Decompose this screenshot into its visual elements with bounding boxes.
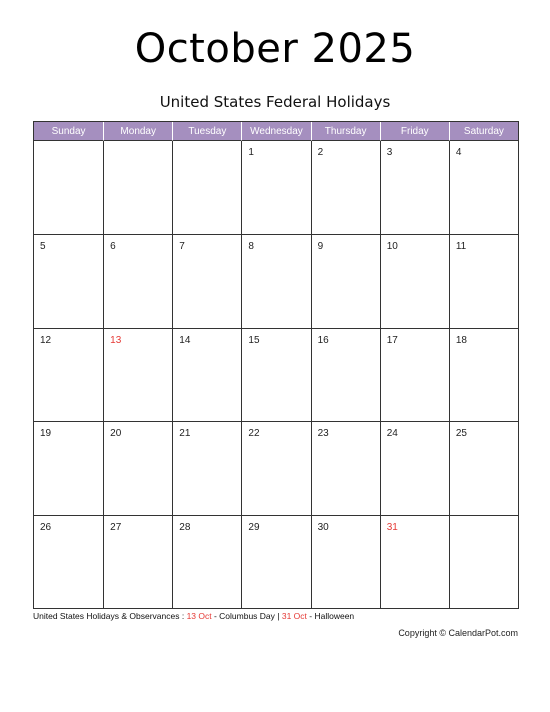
- day-number: 2: [317, 147, 324, 158]
- day-number: 20: [110, 428, 122, 440]
- day-number: 19: [40, 428, 52, 440]
- day-number: 29: [248, 521, 260, 533]
- day-number: 27: [110, 521, 122, 533]
- day-cell: [34, 515, 103, 608]
- day-number: 30: [317, 521, 329, 533]
- day-number: 6: [110, 241, 116, 253]
- day-number: 1: [248, 147, 254, 158]
- day-number: 18: [455, 334, 467, 346]
- day-cell: [449, 234, 518, 327]
- day-cell: [241, 421, 310, 514]
- calendar-title: October 2025: [134, 26, 416, 72]
- day-cell: [311, 515, 380, 608]
- day-cell: [311, 421, 380, 514]
- day-cell: [103, 328, 172, 421]
- day-cell: [172, 328, 241, 421]
- day-cell: [241, 234, 310, 327]
- day-number: 17: [386, 334, 398, 346]
- day-number: 4: [455, 147, 462, 158]
- day-cell: [172, 421, 241, 514]
- day-cell: [380, 141, 449, 234]
- day-number: 16: [317, 334, 329, 346]
- day-cell: [241, 328, 310, 421]
- day-cell: [103, 141, 172, 234]
- day-cell: [34, 421, 103, 514]
- day-cell: [103, 515, 172, 608]
- footer-separator: |: [274, 611, 282, 621]
- holiday-name: - Columbus Day: [211, 611, 275, 621]
- copyright-text: Copyright © CalendarPot.com: [398, 628, 518, 638]
- day-cell: [172, 141, 241, 234]
- day-cell: [241, 141, 310, 234]
- day-number: 14: [179, 334, 191, 346]
- day-number: 11: [455, 241, 467, 253]
- day-number: 28: [179, 521, 191, 533]
- day-cell: [380, 328, 449, 421]
- day-cell: [241, 515, 310, 608]
- day-number: 12: [40, 334, 52, 346]
- day-cell: [34, 328, 103, 421]
- day-number: 8: [248, 241, 254, 253]
- day-number: 5: [40, 241, 46, 253]
- day-cell: [103, 234, 172, 327]
- day-number: 9: [317, 241, 324, 253]
- day-number: 25: [455, 428, 467, 440]
- weekday-header: Friday: [380, 122, 449, 141]
- footer-prefix: United States Holidays & Observances :: [33, 611, 185, 621]
- day-number: 15: [248, 334, 260, 346]
- weekday-header: Monday: [103, 122, 172, 141]
- weekday-header: Wednesday: [241, 122, 310, 141]
- day-number: 13: [110, 334, 122, 346]
- day-cell: [311, 141, 380, 234]
- calendar-grid: [33, 121, 519, 609]
- day-cell: [311, 234, 380, 327]
- day-cell: [449, 421, 518, 514]
- day-cell: [380, 515, 449, 608]
- day-number: 26: [40, 521, 52, 533]
- day-cell: [380, 234, 449, 327]
- day-cell: [103, 421, 172, 514]
- weekday-header: Saturday: [449, 122, 518, 141]
- day-cell: [449, 515, 518, 608]
- day-number: 7: [179, 241, 185, 253]
- day-cell: [172, 234, 241, 327]
- day-number: 3: [386, 147, 393, 158]
- day-number: 22: [248, 428, 260, 440]
- day-number: 24: [386, 428, 398, 440]
- day-number: 23: [317, 428, 329, 440]
- calendar-subtitle: United States Federal Holidays: [159, 93, 391, 111]
- weekday-header: Tuesday: [172, 122, 241, 141]
- day-number: 31: [386, 521, 398, 533]
- holiday-date: 31 Oct: [281, 611, 307, 621]
- holiday-date: 13 Oct: [186, 611, 212, 621]
- day-cell: [172, 515, 241, 608]
- day-number: 10: [386, 241, 398, 253]
- day-cell: [34, 141, 103, 234]
- day-cell: [380, 421, 449, 514]
- weekday-header: Thursday: [311, 122, 380, 141]
- day-cell: [311, 328, 380, 421]
- holiday-footer: [33, 611, 354, 621]
- weekday-header: Sunday: [34, 122, 103, 141]
- day-cell: [449, 141, 518, 234]
- holiday-name: - Halloween: [306, 611, 355, 621]
- day-cell: [34, 234, 103, 327]
- day-number: 21: [179, 428, 191, 440]
- day-cell: [449, 328, 518, 421]
